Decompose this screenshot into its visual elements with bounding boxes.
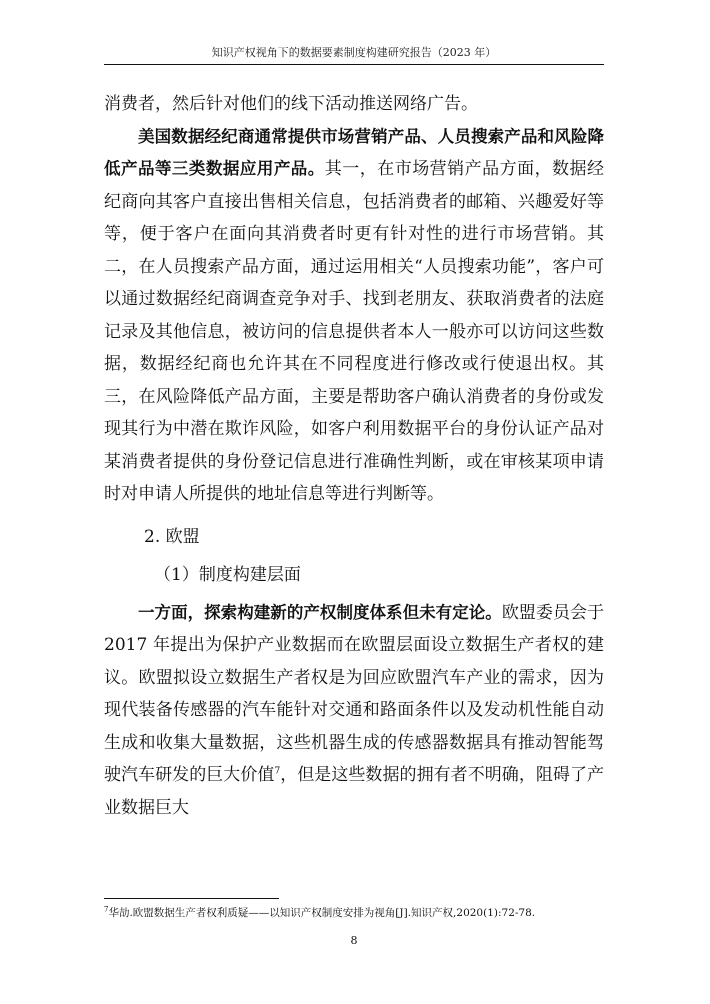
paragraph-body-continued: ，但是这些数据的拥有者不明确，阻碍了产业数据巨大 (104, 765, 605, 818)
footnote-text: 华劼.欧盟数据生产者权利质疑——以知识产权制度安排为视角[J].知识产权,2020(1):72-78. (108, 907, 536, 919)
paragraph-us-data-brokers (104, 121, 604, 511)
running-header: 知识产权视角下的数据要素制度构建研究报告（2023 年） (211, 46, 497, 59)
paragraph-lead-sentence: 一方面，探索构建新的产权制度体系但未有定论。 (138, 602, 502, 622)
paragraph-continued: 消费者，然后针对他们的线下活动推送网络广告。 (104, 94, 478, 114)
header-divider (104, 64, 604, 65)
paragraph-lead-sentence: 美国数据经纪商通常提供市场营销产品、人员搜索产品和风险降低产品等三类数据应用产品。 (104, 126, 604, 178)
footnote-number: 7 (104, 905, 109, 914)
section-heading-eu: 2. 欧盟 (144, 526, 200, 547)
paragraph-body: 其一，在市场营销产品方面，数据经纪商向其客户直接出售相关信息，包括消费者的邮箱、兴趣爱好等等，便于客户在面向其消费者时更有针对性的进行市场营销。其二，在人员搜索产品方面，通过运用相关“人员搜索功能”，客户可以通过数据经纪商调查竞争对手、找到老朋友、获取消费者的法庭记录及其他信息，被访问的信息提供者本人一般亦可以访问这些数据，数据经纪商也允许其在不同程度进行修改或行使退出权。其三，在风险降低产品方面，主要是帮助客户确认消费者的身份或发现其行为中潜在欺诈风险，如客户利用数据平台的身份认证产品对某消费者提供的身份登记信息进行准确性判断，或在审核某项申请时对申请人所提供的地址信息等进行判断等。 (104, 159, 605, 504)
page-number: 8 (350, 934, 358, 947)
footnote-divider (104, 898, 279, 899)
paragraph-body: 欧盟委员会于 2017 年提出为保护产业数据而在欧盟层面设立数据生产者权的建议。欧盟拟设立数据生产者权是为回应欧盟汽车产业的需求，因为现代装备传感器的汽车能针对交通和路面条件以及发动机性能自动生成和收集大量数据，这些机器生成的传感器数据具有推动智能驾驶汽车研发的巨大价值 (104, 602, 605, 785)
footnote (104, 906, 604, 920)
paragraph-property-rights (104, 597, 604, 825)
footnote-reference[interactable]: 7 (274, 766, 281, 777)
main-text (104, 88, 604, 824)
subsection-heading-institutional: （1）制度构建层面 (154, 564, 301, 585)
